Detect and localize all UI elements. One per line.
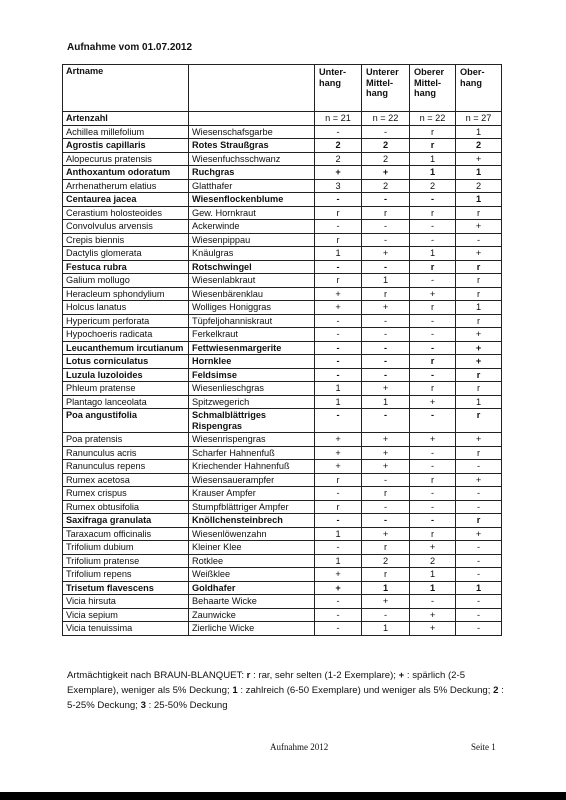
abundance-cell: - xyxy=(410,514,456,528)
abundance-cell: + xyxy=(315,287,362,301)
species-german-name: Kriechender Hahnenfuß xyxy=(189,460,315,474)
abundance-cell: + xyxy=(362,433,410,447)
species-latin-name: Luzula luzoloides xyxy=(63,368,189,382)
abundance-cell: + xyxy=(362,301,410,315)
abundance-cell: 2 xyxy=(362,139,410,153)
header-oberhang: Ober-hang xyxy=(456,65,502,112)
legend-key: 1 xyxy=(232,685,238,696)
abundance-cell: - xyxy=(362,220,410,234)
abundance-cell: 1 xyxy=(456,125,502,139)
species-german-name: Tüpfeljohanniskraut xyxy=(189,314,315,328)
footer-left: Aufnahme 2012 xyxy=(270,742,329,752)
species-german-name: Wiesenschafsgarbe xyxy=(189,125,315,139)
species-latin-name: Heracleum sphondylium xyxy=(63,287,189,301)
artenzahl-empty xyxy=(189,112,315,126)
species-row xyxy=(63,341,502,355)
abundance-cell: r xyxy=(362,568,410,582)
abundance-cell: r xyxy=(456,287,502,301)
abundance-cell: + xyxy=(362,446,410,460)
abundance-cell: 1 xyxy=(456,166,502,180)
species-row xyxy=(63,487,502,501)
species-latin-name: Ranunculus acris xyxy=(63,446,189,460)
species-latin-name: Poa angustifolia xyxy=(63,409,189,433)
legend-key: 3 xyxy=(140,700,146,711)
species-german-name: Hornklee xyxy=(189,355,315,369)
species-latin-name: Rumex acetosa xyxy=(63,473,189,487)
species-row xyxy=(63,314,502,328)
abundance-cell: + xyxy=(410,608,456,622)
abundance-cell: + xyxy=(315,433,362,447)
abundance-cell: r xyxy=(362,541,410,555)
abundance-cell: - xyxy=(315,487,362,501)
abundance-cell: + xyxy=(456,328,502,342)
species-row xyxy=(63,193,502,207)
species-row xyxy=(63,355,502,369)
species-row xyxy=(63,527,502,541)
abundance-cell: + xyxy=(362,527,410,541)
legend-text xyxy=(67,668,507,713)
abundance-cell: - xyxy=(315,595,362,609)
abundance-cell: - xyxy=(410,220,456,234)
abundance-cell: + xyxy=(362,247,410,261)
abundance-cell: 1 xyxy=(410,568,456,582)
species-latin-name: Plantago lanceolata xyxy=(63,395,189,409)
species-latin-name: Trifolium dubium xyxy=(63,541,189,555)
species-row xyxy=(63,139,502,153)
header-row xyxy=(63,65,502,112)
abundance-cell: - xyxy=(456,595,502,609)
species-latin-name: Holcus lanatus xyxy=(63,301,189,315)
species-row xyxy=(63,125,502,139)
header-artname: Artname xyxy=(63,65,189,112)
abundance-cell: + xyxy=(410,395,456,409)
abundance-cell: + xyxy=(315,568,362,582)
abundance-cell: 2 xyxy=(362,179,410,193)
species-latin-name: Trifolium repens xyxy=(63,568,189,582)
artenzahl-count: n = 21 xyxy=(315,112,362,126)
header-german-empty xyxy=(189,65,315,112)
abundance-cell: + xyxy=(456,247,502,261)
abundance-cell: - xyxy=(410,500,456,514)
abundance-cell: 1 xyxy=(410,247,456,261)
abundance-cell: r xyxy=(456,314,502,328)
abundance-cell: r xyxy=(362,287,410,301)
species-row xyxy=(63,247,502,261)
species-row xyxy=(63,395,502,409)
abundance-cell: 1 xyxy=(315,527,362,541)
species-row xyxy=(63,568,502,582)
abundance-cell: - xyxy=(410,274,456,288)
abundance-cell: + xyxy=(456,341,502,355)
abundance-cell: - xyxy=(456,233,502,247)
abundance-cell: + xyxy=(410,541,456,555)
page-number: Seite 1 xyxy=(471,742,496,752)
abundance-cell: - xyxy=(362,500,410,514)
species-german-name: Gew. Hornkraut xyxy=(189,206,315,220)
abundance-cell: - xyxy=(456,487,502,501)
species-latin-name: Lotus corniculatus xyxy=(63,355,189,369)
abundance-cell: 1 xyxy=(315,395,362,409)
abundance-cell: - xyxy=(362,355,410,369)
species-latin-name: Poa pratensis xyxy=(63,433,189,447)
species-row xyxy=(63,622,502,636)
abundance-cell: - xyxy=(315,608,362,622)
abundance-cell: - xyxy=(456,541,502,555)
abundance-cell: + xyxy=(456,152,502,166)
species-row xyxy=(63,328,502,342)
species-row xyxy=(63,166,502,180)
abundance-cell: r xyxy=(410,527,456,541)
abundance-cell: - xyxy=(362,473,410,487)
abundance-cell: 1 xyxy=(315,554,362,568)
species-row xyxy=(63,581,502,595)
abundance-cell: 2 xyxy=(315,152,362,166)
species-latin-name: Cerastium holosteoides xyxy=(63,206,189,220)
legend-desc: : spärlich (2-5 Exemplare), weniger als 5% Deckung; xyxy=(67,670,466,696)
abundance-cell: - xyxy=(410,193,456,207)
abundance-cell: r xyxy=(410,206,456,220)
abundance-cell: + xyxy=(315,301,362,315)
species-latin-name: Hypochoeris radicata xyxy=(63,328,189,342)
abundance-cell: + xyxy=(362,595,410,609)
legend-desc: : zahlreich (6-50 Exemplare) und weniger als 5% Deckung; xyxy=(237,685,494,696)
abundance-cell: r xyxy=(456,382,502,396)
abundance-cell: - xyxy=(456,554,502,568)
abundance-cell: 2 xyxy=(456,179,502,193)
species-row xyxy=(63,500,502,514)
header-unterer-mittelhang: Unterer Mittel-hang xyxy=(362,65,410,112)
abundance-cell: - xyxy=(410,233,456,247)
abundance-cell: - xyxy=(362,608,410,622)
species-row xyxy=(63,433,502,447)
abundance-cell: 2 xyxy=(410,554,456,568)
abundance-cell: - xyxy=(315,260,362,274)
species-row xyxy=(63,233,502,247)
species-row xyxy=(63,460,502,474)
abundance-cell: + xyxy=(315,166,362,180)
header-oberer-mittelhang: Oberer Mittel-hang xyxy=(410,65,456,112)
abundance-cell: 1 xyxy=(362,622,410,636)
species-latin-name: Vicia hirsuta xyxy=(63,595,189,609)
abundance-cell: - xyxy=(456,460,502,474)
abundance-cell: - xyxy=(456,568,502,582)
abundance-cell: r xyxy=(456,274,502,288)
species-latin-name: Anthoxantum odoratum xyxy=(63,166,189,180)
species-german-name: Ackerwinde xyxy=(189,220,315,234)
species-german-name: Feldsimse xyxy=(189,368,315,382)
species-row xyxy=(63,260,502,274)
abundance-cell: - xyxy=(315,125,362,139)
abundance-cell: - xyxy=(410,595,456,609)
abundance-cell: + xyxy=(362,382,410,396)
species-german-name: Weißklee xyxy=(189,568,315,582)
header-unterhang: Unter-hang xyxy=(315,65,362,112)
species-latin-name: Trifolium pratense xyxy=(63,554,189,568)
abundance-cell: - xyxy=(315,541,362,555)
abundance-cell: - xyxy=(315,355,362,369)
abundance-cell: - xyxy=(410,368,456,382)
abundance-cell: 2 xyxy=(410,179,456,193)
page-title: Aufnahme vom 01.07.2012 xyxy=(67,42,193,53)
species-latin-name: Ranunculus repens xyxy=(63,460,189,474)
legend-key: + xyxy=(398,670,405,681)
abundance-cell: - xyxy=(410,446,456,460)
abundance-cell: 1 xyxy=(362,395,410,409)
species-german-name: Fettwiesenmargerite xyxy=(189,341,315,355)
species-row xyxy=(63,554,502,568)
abundance-cell: 1 xyxy=(456,581,502,595)
bottom-bar xyxy=(0,792,566,800)
abundance-cell: - xyxy=(315,622,362,636)
species-german-name: Rotes Straußgras xyxy=(189,139,315,153)
species-row xyxy=(63,301,502,315)
species-latin-name: Phleum pratense xyxy=(63,382,189,396)
abundance-cell: r xyxy=(410,260,456,274)
abundance-cell: 1 xyxy=(315,247,362,261)
abundance-cell: 2 xyxy=(362,152,410,166)
abundance-cell: + xyxy=(410,287,456,301)
abundance-cell: - xyxy=(315,193,362,207)
species-german-name: Wiesenlieschgras xyxy=(189,382,315,396)
abundance-cell: r xyxy=(456,260,502,274)
species-latin-name: Vicia sepium xyxy=(63,608,189,622)
species-german-name: Ruchgras xyxy=(189,166,315,180)
abundance-cell: 3 xyxy=(315,179,362,193)
species-german-name: Wiesenfuchsschwanz xyxy=(189,152,315,166)
species-latin-name: Rumex obtusifolia xyxy=(63,500,189,514)
abundance-cell: r xyxy=(315,473,362,487)
abundance-cell: - xyxy=(362,125,410,139)
species-latin-name: Leucanthemum ircutianum xyxy=(63,341,189,355)
species-latin-name: Hypericum perforata xyxy=(63,314,189,328)
species-german-name: Kleiner Klee xyxy=(189,541,315,555)
species-row xyxy=(63,595,502,609)
legend-key: 2 xyxy=(493,685,499,696)
species-german-name: Wiesenflockenblume xyxy=(189,193,315,207)
abundance-cell: + xyxy=(315,446,362,460)
species-row xyxy=(63,409,502,433)
artenzahl-count: n = 27 xyxy=(456,112,502,126)
species-latin-name: Trisetum flavescens xyxy=(63,581,189,595)
species-german-name: Wiesenpippau xyxy=(189,233,315,247)
species-german-name: Spitzwegerich xyxy=(189,395,315,409)
species-latin-name: Festuca rubra xyxy=(63,260,189,274)
abundance-cell: 1 xyxy=(456,301,502,315)
species-german-name: Behaarte Wicke xyxy=(189,595,315,609)
species-row xyxy=(63,541,502,555)
species-latin-name: Achillea millefolium xyxy=(63,125,189,139)
abundance-cell: - xyxy=(362,341,410,355)
abundance-cell: r xyxy=(315,274,362,288)
abundance-cell: - xyxy=(315,409,362,433)
abundance-cell: r xyxy=(410,355,456,369)
abundance-cell: - xyxy=(362,328,410,342)
species-german-name: Wiesensauerampfer xyxy=(189,473,315,487)
species-latin-name: Galium mollugo xyxy=(63,274,189,288)
species-row xyxy=(63,179,502,193)
abundance-cell: - xyxy=(315,220,362,234)
species-german-name: Krauser Ampfer xyxy=(189,487,315,501)
abundance-cell: r xyxy=(410,301,456,315)
abundance-cell: - xyxy=(315,341,362,355)
species-row xyxy=(63,446,502,460)
abundance-cell: + xyxy=(456,220,502,234)
abundance-cell: 1 xyxy=(410,152,456,166)
abundance-cell: - xyxy=(456,500,502,514)
artenzahl-count: n = 22 xyxy=(410,112,456,126)
abundance-cell: 2 xyxy=(456,139,502,153)
abundance-cell: r xyxy=(456,446,502,460)
abundance-cell: + xyxy=(456,473,502,487)
abundance-cell: 1 xyxy=(362,274,410,288)
abundance-cell: - xyxy=(362,314,410,328)
abundance-cell: r xyxy=(410,382,456,396)
species-latin-name: Convolvulus arvensis xyxy=(63,220,189,234)
species-row xyxy=(63,220,502,234)
abundance-cell: r xyxy=(456,514,502,528)
abundance-cell: r xyxy=(456,409,502,433)
abundance-cell: 1 xyxy=(362,581,410,595)
species-german-name: Rotklee xyxy=(189,554,315,568)
abundance-cell: 1 xyxy=(410,166,456,180)
abundance-cell: r xyxy=(315,500,362,514)
species-latin-name: Saxifraga granulata xyxy=(63,514,189,528)
species-german-name: Schmalblättriges Rispengras xyxy=(189,409,315,433)
abundance-cell: - xyxy=(410,487,456,501)
legend-desc: : 25-50% Deckung xyxy=(145,700,228,711)
species-latin-name: Centaurea jacea xyxy=(63,193,189,207)
abundance-cell: - xyxy=(362,260,410,274)
abundance-cell: - xyxy=(410,314,456,328)
abundance-cell: - xyxy=(362,233,410,247)
abundance-cell: + xyxy=(410,622,456,636)
species-latin-name: Agrostis capillaris xyxy=(63,139,189,153)
abundance-cell: + xyxy=(315,581,362,595)
species-german-name: Knäulgras xyxy=(189,247,315,261)
abundance-cell: - xyxy=(315,328,362,342)
abundance-cell: - xyxy=(315,514,362,528)
abundance-cell: - xyxy=(410,341,456,355)
abundance-cell: 1 xyxy=(456,395,502,409)
species-german-name: Zierliche Wicke xyxy=(189,622,315,636)
species-row xyxy=(63,382,502,396)
species-latin-name: Crepis biennis xyxy=(63,233,189,247)
table-body xyxy=(63,112,502,636)
artenzahl-count: n = 22 xyxy=(362,112,410,126)
abundance-cell: + xyxy=(456,527,502,541)
species-row xyxy=(63,473,502,487)
abundance-cell: + xyxy=(456,433,502,447)
abundance-cell: 1 xyxy=(315,382,362,396)
abundance-cell: - xyxy=(456,608,502,622)
species-latin-name: Dactylis glomerata xyxy=(63,247,189,261)
species-row xyxy=(63,152,502,166)
species-german-name: Stumpfblättriger Ampfer xyxy=(189,500,315,514)
species-latin-name: Vicia tenuissima xyxy=(63,622,189,636)
abundance-cell: 2 xyxy=(362,554,410,568)
abundance-cell: + xyxy=(456,355,502,369)
species-german-name: Rotschwingel xyxy=(189,260,315,274)
species-latin-name: Arrhenatherum elatius xyxy=(63,179,189,193)
abundance-cell: - xyxy=(410,409,456,433)
abundance-cell: r xyxy=(315,233,362,247)
abundance-cell: r xyxy=(456,206,502,220)
abundance-cell: 1 xyxy=(410,581,456,595)
abundance-cell: + xyxy=(362,460,410,474)
species-row xyxy=(63,368,502,382)
abundance-cell: - xyxy=(410,460,456,474)
abundance-cell: - xyxy=(315,368,362,382)
artenzahl-row xyxy=(63,112,502,126)
abundance-cell: + xyxy=(315,460,362,474)
abundance-cell: r xyxy=(410,473,456,487)
species-german-name: Ferkelkraut xyxy=(189,328,315,342)
species-german-name: Wiesenbärenklau xyxy=(189,287,315,301)
species-german-name: Glatthafer xyxy=(189,179,315,193)
species-german-name: Zaunwicke xyxy=(189,608,315,622)
abundance-cell: r xyxy=(410,139,456,153)
species-row xyxy=(63,274,502,288)
abundance-cell: - xyxy=(362,409,410,433)
abundance-cell: r xyxy=(410,125,456,139)
abundance-cell: r xyxy=(362,487,410,501)
species-german-name: Wiesenlabkraut xyxy=(189,274,315,288)
abundance-cell: - xyxy=(362,368,410,382)
species-german-name: Wiesenrispengras xyxy=(189,433,315,447)
abundance-cell: r xyxy=(315,206,362,220)
abundance-cell: r xyxy=(362,206,410,220)
species-german-name: Scharfer Hahnenfuß xyxy=(189,446,315,460)
abundance-cell: - xyxy=(362,193,410,207)
species-german-name: Knöllchensteinbrech xyxy=(189,514,315,528)
species-row xyxy=(63,206,502,220)
legend-desc: : rar, sehr selten (1-2 Exemplare); xyxy=(250,670,399,681)
species-latin-name: Alopecurus pratensis xyxy=(63,152,189,166)
species-german-name: Wolliges Honiggras xyxy=(189,301,315,315)
species-row xyxy=(63,287,502,301)
legend-intro: Artmächtigkeit nach BRAUN-BLANQUET: xyxy=(67,670,247,681)
abundance-cell: - xyxy=(410,328,456,342)
legend-key: r xyxy=(246,670,251,681)
abundance-cell: r xyxy=(456,368,502,382)
abundance-cell: 1 xyxy=(456,193,502,207)
abundance-cell: - xyxy=(315,314,362,328)
legend-desc: : 5-25% Deckung; xyxy=(67,685,504,711)
abundance-cell: - xyxy=(456,622,502,636)
species-row xyxy=(63,514,502,528)
species-latin-name: Taraxacum officinalis xyxy=(63,527,189,541)
artenzahl-label: Artenzahl xyxy=(63,112,189,126)
species-latin-name: Rumex crispus xyxy=(63,487,189,501)
species-german-name: Wiesenlöwenzahn xyxy=(189,527,315,541)
species-german-name: Goldhafer xyxy=(189,581,315,595)
abundance-cell: 2 xyxy=(315,139,362,153)
abundance-cell: + xyxy=(362,166,410,180)
species-table xyxy=(62,64,502,636)
species-row xyxy=(63,608,502,622)
abundance-cell: - xyxy=(362,514,410,528)
abundance-cell: + xyxy=(410,433,456,447)
